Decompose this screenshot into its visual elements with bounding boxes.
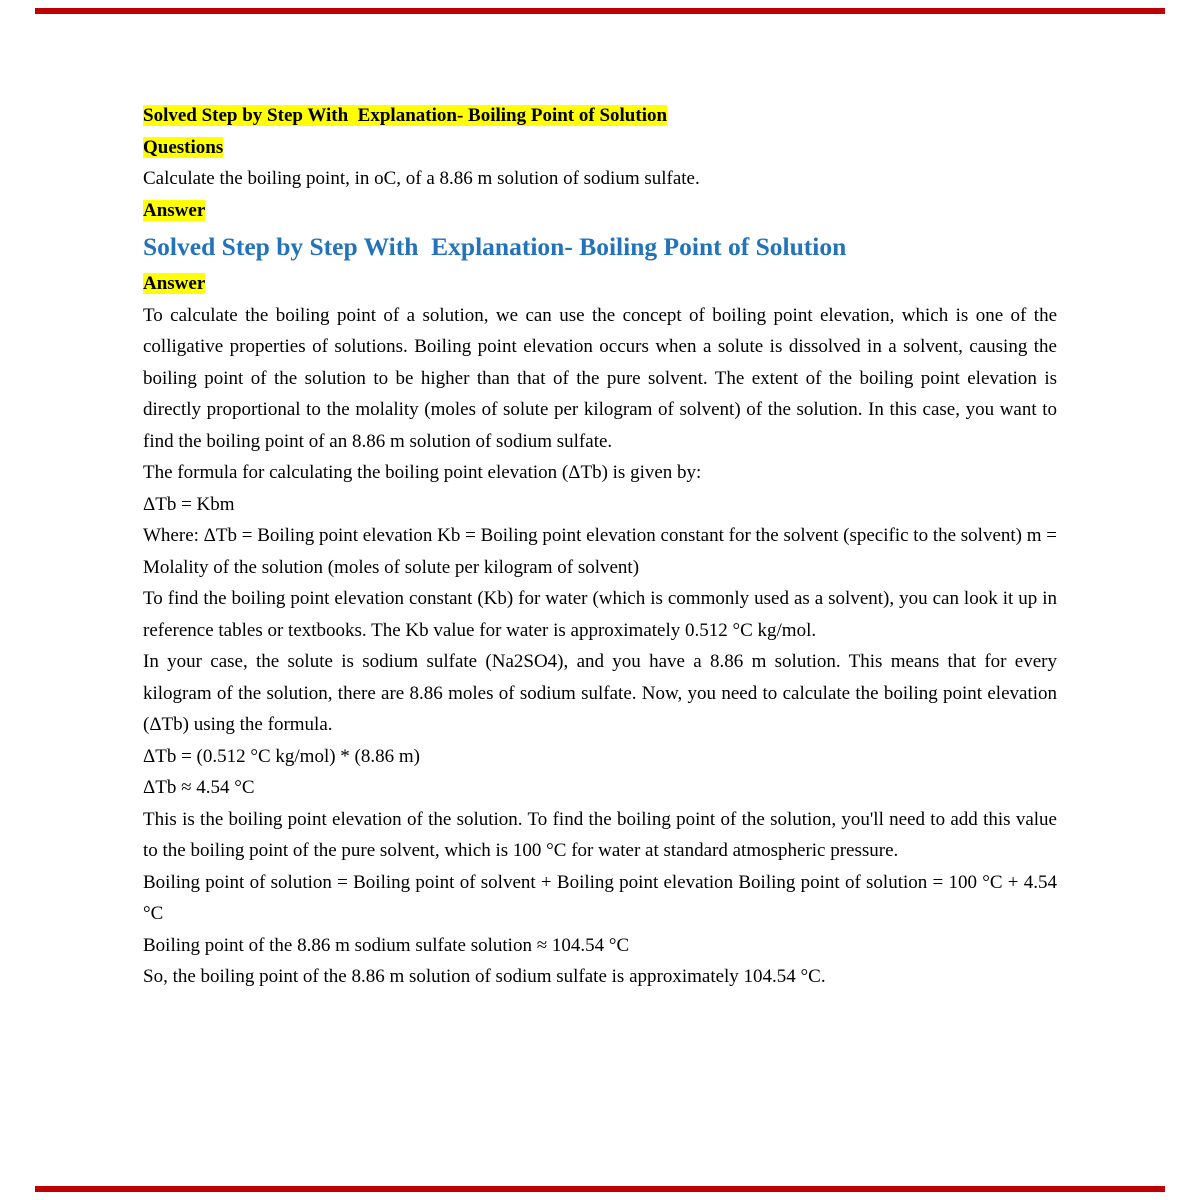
document-content	[143, 100, 1057, 993]
answer-line-2	[143, 268, 1057, 300]
paragraph-sum: Boiling point of solution = Boiling point of solvent + Boiling point elevation Boiling point of solution = 100 °C + 4.54 °C	[143, 871, 1057, 924]
answer-heading: Solved Step by Step With Explanation- Boiling Point of Solution	[143, 232, 847, 261]
paragraph-kb: To find the boiling point elevation constant (Kb) for water (which is commonly used as a solvent), you can look it up in reference tables or textbooks. The Kb value for water is approximately 0.512 °C kg/mol.	[143, 588, 1057, 641]
answer-label-2: Answer	[143, 273, 206, 294]
question-text: Calculate the boiling point, in oC, of a 8.86 m solution of sodium sulfate.	[143, 168, 700, 189]
formula: ΔTb = Kbm	[143, 493, 235, 515]
paragraph-case: In your case, the solute is sodium sulfate (Na2SO4), and you have a 8.86 m solution. This means that for every kilogram of the solution, there are 8.86 moles of sodium sulfate. Now, you need to calculate the boiling point elevation (ΔTb) using the formula.	[143, 651, 1057, 735]
result-line: Boiling point of the 8.86 m sodium sulfate solution ≈ 104.54 °C	[143, 934, 630, 956]
questions-label: Questions	[143, 136, 224, 158]
answer-label-1: Answer	[143, 199, 206, 221]
top-red-border	[35, 8, 1165, 14]
answer-line-1	[143, 195, 1057, 227]
document-title: Solved Step by Step With Explanation- Boiling Point of Solution	[143, 105, 668, 126]
paragraph-elevation: This is the boiling point elevation of the solution. To find the boiling point of the solution, you'll need to add this value to the boiling point of the pure solvent, which is 100 °C for water at standard atmospheric pressure.	[143, 808, 1057, 861]
calculation: ΔTb = (0.512 °C kg/mol) * (8.86 m)	[143, 745, 420, 767]
conclusion: So, the boiling point of the 8.86 m solution of sodium sulfate is approximately 104.54 °C.	[143, 966, 826, 987]
questions-line	[143, 132, 1057, 164]
formula-terms: Where: ΔTb = Boiling point elevation Kb = Boiling point elevation constant for the solvent (specific to the solvent) m = Molality of the solution (moles of solute per kilogram of solvent)	[143, 525, 1057, 578]
calculation-result: ΔTb ≈ 4.54 °C	[143, 777, 255, 798]
title-line	[143, 100, 1057, 132]
formula-intro: The formula for calculating the boiling point elevation (ΔTb) is given by:	[143, 462, 702, 483]
bottom-red-border	[35, 1186, 1165, 1192]
paragraph-intro: To calculate the boiling point of a solution, we can use the concept of boiling point elevation, which is one of the colligative properties of solutions. Boiling point elevation occurs when a solute is dissolved in a solvent, causing the boiling point of the solution to be higher than that of the pure solvent. The extent of the boiling point elevation is directly proportional to the molality (moles of solute per kilogram of solvent) of the solution. In this case, you want to find the boiling point of an 8.86 m solution of sodium sulfate.	[143, 304, 1057, 452]
